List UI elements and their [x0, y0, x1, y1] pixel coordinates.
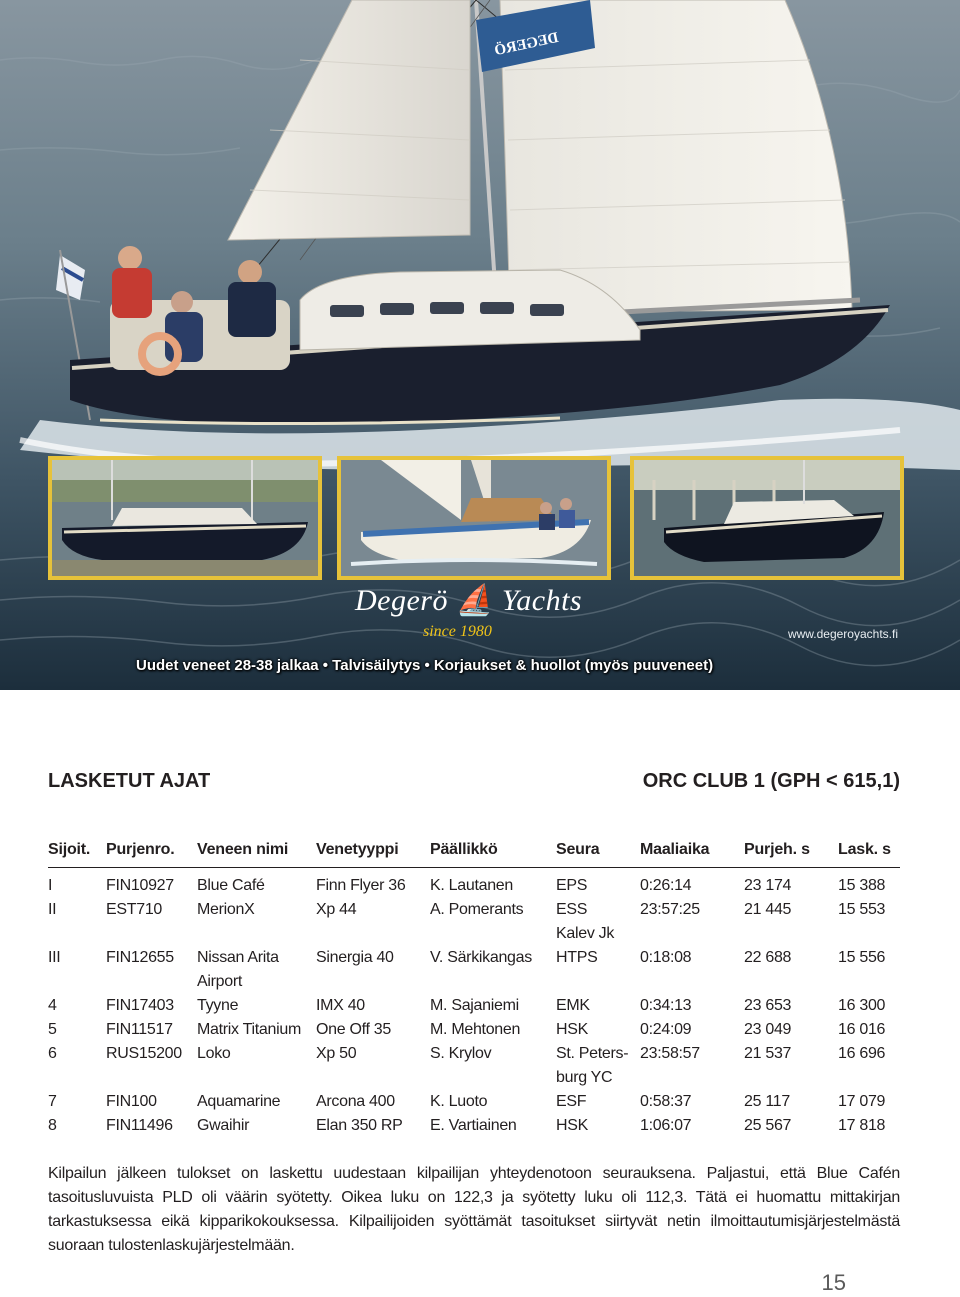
table-cell: 16 300: [838, 997, 886, 1014]
table-cell: FIN100: [106, 1093, 157, 1110]
table-cell: HSK: [556, 1021, 588, 1038]
table-cell: Xp 50: [316, 1045, 357, 1062]
table-cell: Blue Café: [197, 877, 265, 894]
table-cell: 21 445: [744, 901, 792, 918]
table-row: [48, 898, 908, 922]
table-cell: 23 653: [744, 997, 792, 1014]
table-row: [48, 874, 908, 898]
svg-text:DEGERÖ: DEGERÖ: [493, 29, 560, 60]
table-cell: III: [48, 949, 61, 966]
table-cell: 0:24:09: [640, 1021, 692, 1038]
table-cell: Xp 44: [316, 901, 357, 918]
table-cell: M. Mehtonen: [430, 1021, 521, 1038]
table-cell: 0:18:08: [640, 949, 692, 966]
table-cell: ESS: [556, 901, 588, 918]
table-cell: 1:06:07: [640, 1117, 692, 1134]
table-cell: FIN17403: [106, 997, 174, 1014]
header-cell: Purjenro.: [106, 841, 175, 858]
table-cell: 23:58:57: [640, 1045, 700, 1062]
table-cell: FIN11517: [106, 1021, 173, 1038]
ad-tagline: Uudet veneet 28-38 jalkaa • Talvisäilytys • Korjaukset & huollot (myös puuveneet): [136, 657, 714, 674]
table-cell: 17 818: [838, 1117, 886, 1134]
table-cell: 6: [48, 1045, 57, 1062]
table-cell: M. Sajaniemi: [430, 997, 519, 1014]
table-row: [48, 946, 908, 970]
table-cell: 8: [48, 1117, 57, 1134]
header-divider: [48, 867, 900, 868]
brand-name: Degerö ⛵ Yachts: [355, 584, 583, 617]
table-cell: FIN11496: [106, 1117, 173, 1134]
brand-since: since 1980: [423, 623, 492, 640]
table-cell: Airport: [197, 973, 243, 990]
table-cell: 23:57:25: [640, 901, 700, 918]
table-cell: Matrix Titanium: [197, 1021, 301, 1038]
table-cell: 15 556: [838, 949, 886, 966]
degero-yachts-logo: [355, 583, 615, 643]
table-cell: 15 553: [838, 901, 886, 918]
table-cell: 25 117: [744, 1093, 790, 1110]
table-row-continuation: [48, 970, 908, 994]
table-cell: MerionX: [197, 901, 255, 918]
section-title-left: LASKETUT AJAT: [48, 770, 211, 792]
table-cell: EPS: [556, 877, 588, 894]
header-cell: Päällikkö: [430, 841, 498, 858]
table-cell: K. Luoto: [430, 1093, 488, 1110]
header-cell: Veneen nimi: [197, 841, 289, 858]
table-cell: burg YC: [556, 1069, 613, 1086]
table-row-continuation: [48, 1066, 908, 1090]
table-cell: Tyyne: [197, 997, 239, 1014]
header-cell: Purjeh. s: [744, 841, 810, 858]
table-cell: Sinergia 40: [316, 949, 394, 966]
ad-url: www.degeroyachts.fi: [787, 627, 898, 641]
table-cell: FIN12655: [106, 949, 174, 966]
table-cell: 0:58:37: [640, 1093, 692, 1110]
table-cell: FIN10927: [106, 877, 174, 894]
thumbnail-photo-2: [337, 456, 611, 580]
table-cell: EMK: [556, 997, 590, 1014]
table-cell: V. Särkikangas: [430, 949, 532, 966]
table-cell: 0:26:14: [640, 877, 692, 894]
table-cell: Finn Flyer 36: [316, 877, 406, 894]
header-cell: Maaliaika: [640, 841, 710, 858]
header-cell: Venetyyppi: [316, 841, 399, 858]
table-cell: II: [48, 901, 57, 918]
table-cell: 23 174: [744, 877, 792, 894]
table-body: [48, 874, 908, 1138]
table-cell: EST710: [106, 901, 163, 918]
results-table: [48, 838, 908, 1138]
table-cell: 15 388: [838, 877, 886, 894]
results-note: Kilpailun jälkeen tulokset on laskettu uudestaan kilpailijan yhteydenotoon seurauksena. Paljastui, että Blue Cafén tasoitusluvuista PLD oli väärin syötetty. Oikea luku on 122,3 ja syötetty luku oli 112,3. Tätä ei huomattu mittakirjan tarkastuksessa eikä kipparikokouksessa. Kilpailijoiden syöttämät tasoitukset siirtyvät netin ilmoittautumisjärjestelmästä suoraan tulostenlaskujärjestelmään.: [48, 1165, 900, 1254]
table-cell: HTPS: [556, 949, 598, 966]
table-cell: S. Krylov: [430, 1045, 492, 1062]
table-cell: E. Vartiainen: [430, 1117, 517, 1134]
table-cell: 7: [48, 1093, 57, 1110]
thumbnail-photo-3: [630, 456, 904, 580]
table-row-continuation: [48, 922, 908, 946]
section-title-right: ORC CLUB 1 (GPH < 615,1): [642, 770, 900, 792]
thumbnail-photo-1: [48, 456, 322, 580]
table-cell: 16 016: [838, 1021, 886, 1038]
table-cell: HSK: [556, 1117, 588, 1134]
table-cell: 17 079: [838, 1093, 886, 1110]
table-row: [48, 1042, 908, 1066]
table-header: [48, 838, 908, 866]
table-cell: Gwaihir: [197, 1117, 250, 1134]
table-cell: 25 567: [744, 1117, 792, 1134]
table-cell: One Off 35: [316, 1021, 391, 1038]
table-cell: Elan 350 RP: [316, 1117, 403, 1134]
table-cell: K. Lautanen: [430, 877, 513, 894]
table-cell: RUS15200: [106, 1045, 182, 1062]
table-cell: A. Pomerants: [430, 901, 524, 918]
table-cell: ESF: [556, 1093, 587, 1110]
table-row: [48, 1090, 908, 1114]
table-cell: 0:34:13: [640, 997, 692, 1014]
table-cell: Aquamarine: [197, 1093, 281, 1110]
table-cell: 21 537: [744, 1045, 792, 1062]
table-cell: St. Peters-: [556, 1045, 629, 1062]
table-cell: 22 688: [744, 949, 792, 966]
table-cell: IMX 40: [316, 997, 365, 1014]
table-cell: Arcona 400: [316, 1093, 395, 1110]
table-cell: 16 696: [838, 1045, 886, 1062]
header-cell: Seura: [556, 841, 600, 858]
table-row: [48, 994, 908, 1018]
header-cell: Lask. s: [838, 841, 891, 858]
table-row: [48, 1018, 908, 1042]
table-cell: Nissan Arita: [197, 949, 279, 966]
table-cell: I: [48, 877, 53, 894]
table-cell: 4: [48, 997, 57, 1014]
table-cell: 5: [48, 1021, 57, 1038]
table-cell: Kalev Jk: [556, 925, 615, 942]
table-cell: 23 049: [744, 1021, 792, 1038]
header-cell: Sijoit.: [48, 841, 91, 858]
table-cell: Loko: [197, 1045, 231, 1062]
table-row: [48, 1114, 908, 1138]
page-number: 15: [821, 1270, 846, 1295]
